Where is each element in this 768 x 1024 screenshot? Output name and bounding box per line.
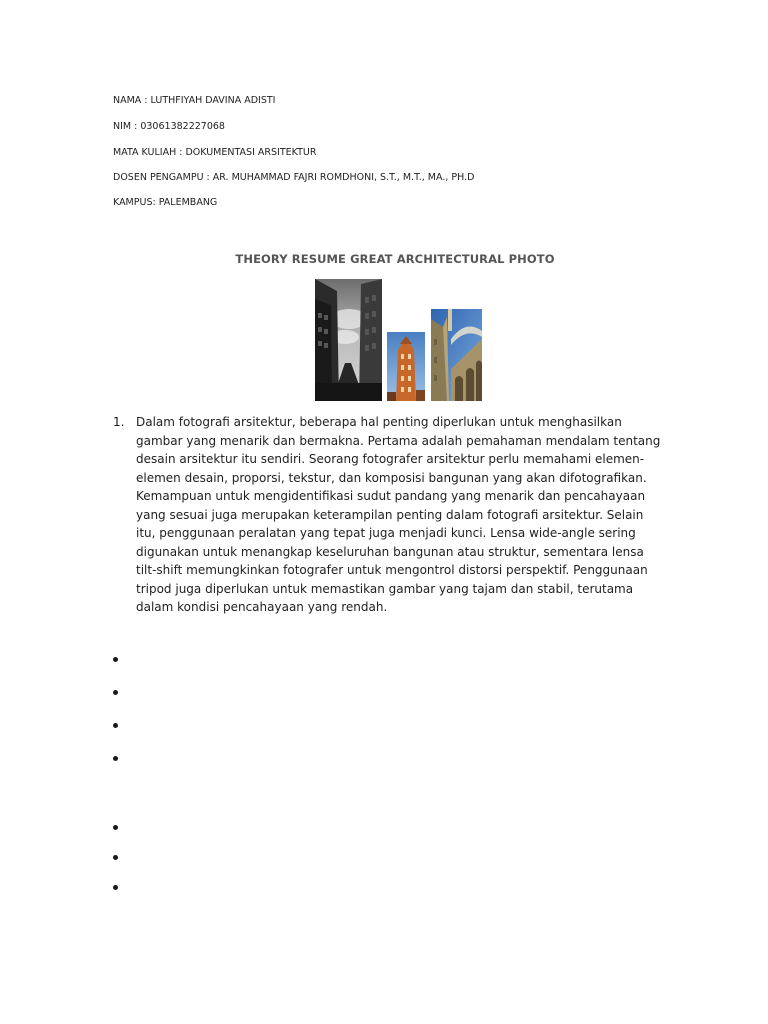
orange-tower-photo: [387, 332, 425, 401]
header-dosen: DOSEN PENGAMPU : AR. MUHAMMAD FAJRI ROMDHONI, S.T., M.T., MA., PH.D: [113, 172, 475, 183]
empty-bullet: [113, 823, 121, 831]
document-title: THEORY RESUME GREAT ARCHITECTURAL PHOTO: [235, 252, 555, 266]
empty-bullet: [113, 721, 121, 729]
list-item-paragraph: Dalam fotografi arsitektur, beberapa hal penting diperlukan untuk menghasilkan gambar yang menarik dan bermakna. Pertama adalah pemahaman mendalam tentang desain arsitektur itu sendiri. Seorang fotografer arsitektur perlu memahami elemen-elemen desain, proporsi, tekstur, dan komposisi bangunan yang akan difotografikan. Kemampuan untuk mengidentifikasi sudut pandang yang menarik dan pencahayaan yang sesuai juga merupakan keterampilan penting dalam fotografi arsitektur. Selain itu, penggunaan peralatan yang tepat juga menjadi kunci. Lensa wide-angle sering digunakan untuk menangkap keseluruhan bangunan atau struktur, sementara lensa tilt-shift memungkinkan fotografer untuk mengontrol distorsi perspektif. Penggunaan tripod juga diperlukan untuk memastikan gambar yang tajam dan stabil, terutama dalam kondisi pencahayaan yang rendah.: [136, 415, 661, 614]
header-nim: NIM : 03061382227068: [113, 121, 225, 132]
header-nama: NAMA : LUTHFIYAH DAVINA ADISTI: [113, 95, 276, 106]
colonnade-arch-photo: [431, 309, 482, 401]
empty-bullet: [113, 754, 121, 762]
empty-bullet: [113, 688, 121, 696]
header-mata-kuliah: MATA KULIAH : DOKUMENTASI ARSITEKTUR: [113, 147, 317, 158]
empty-bullet: [113, 853, 121, 861]
bw-street-buildings-photo: [315, 279, 382, 401]
empty-bullet: [113, 655, 121, 663]
empty-bullet: [113, 883, 121, 891]
header-kampus: KAMPUS: PALEMBANG: [113, 197, 218, 208]
list-number: 1.: [113, 415, 125, 429]
